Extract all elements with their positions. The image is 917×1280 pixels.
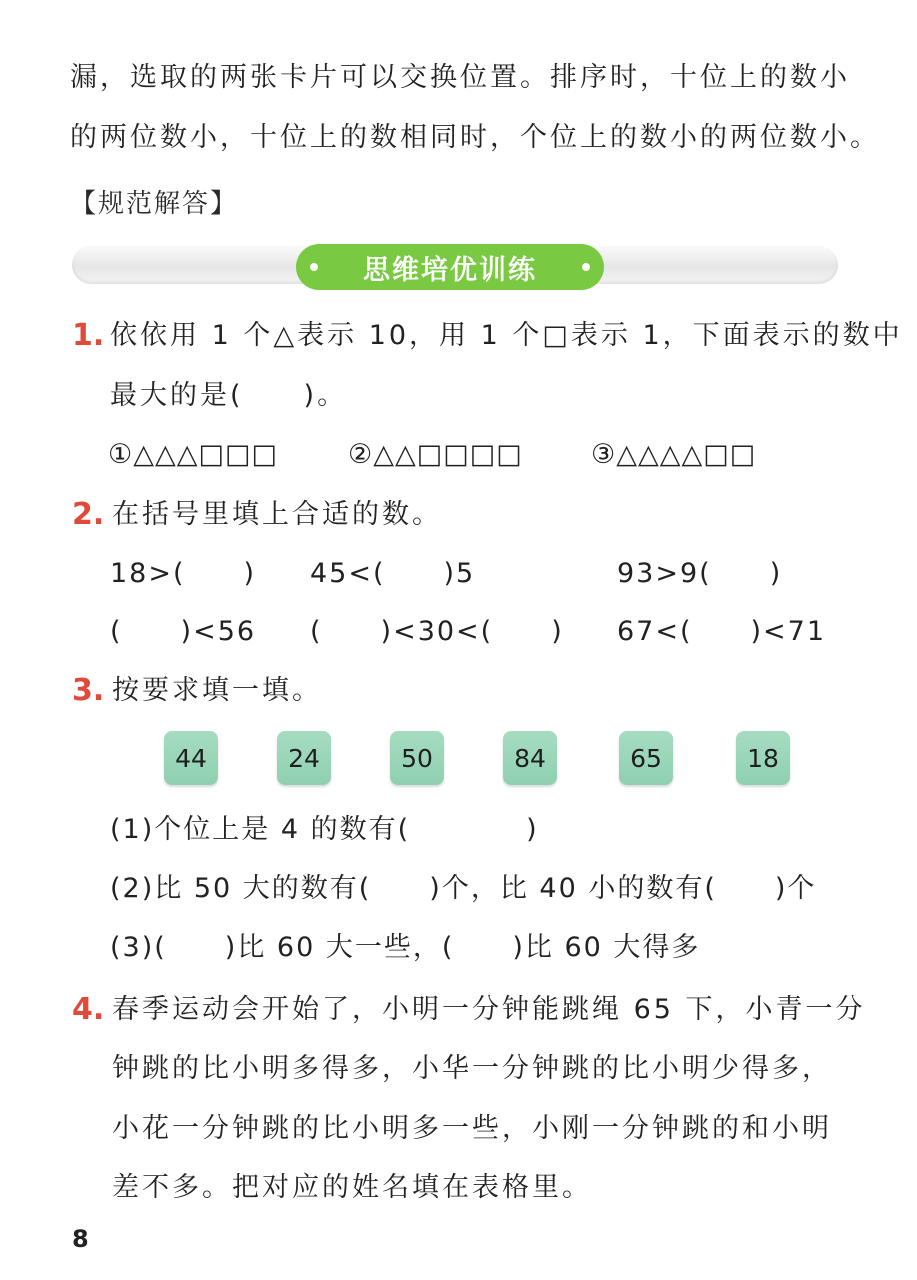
section-title: 【规范解答】	[70, 189, 239, 219]
page-number: 8	[72, 1225, 89, 1253]
number-card: 50	[390, 731, 444, 785]
q1-number: 1.	[72, 318, 105, 353]
q2-blank-5: ( )<30<( )	[310, 616, 564, 647]
q1-line-2: 最大的是( )。	[110, 380, 348, 411]
number-card: 84	[503, 731, 557, 785]
q4-line-3: 小花一分钟跳的比小明多一些，小刚一分钟跳的和小明	[112, 1113, 832, 1144]
q2-blank-3: 93>9( )	[617, 558, 783, 589]
q2-blank-6: 67<( )<71	[617, 616, 827, 647]
q2-text: 在括号里填上合适的数。	[112, 499, 442, 530]
q3-number: 3.	[72, 673, 105, 708]
q1-option-2: ②△△□□□□	[348, 439, 523, 470]
q1-option-3: ③△△△△□□	[591, 439, 757, 470]
q1-option-1: ①△△△□□□	[108, 439, 279, 470]
q4-number: 4.	[72, 992, 105, 1027]
q4-line-4: 差不多。把对应的姓名填在表格里。	[112, 1172, 592, 1203]
q3-sub-3: (3)( )比 60 大一些，( )比 60 大得多	[110, 932, 701, 963]
q2-blank-1: 18>( )	[110, 558, 257, 589]
banner-dot-left	[310, 263, 318, 271]
q3-text: 按要求填一填。	[112, 675, 322, 706]
q4-line-2: 钟跳的比小明多得多，小华一分钟跳的比小明少得多，	[112, 1053, 832, 1084]
banner-dot-right	[582, 263, 590, 271]
intro-line-2: 的两位数小，十位上的数相同时，个位上的数小的两位数小。	[70, 122, 880, 153]
q4-line-1: 春季运动会开始了，小明一分钟能跳绳 65 下，小青一分	[112, 994, 866, 1025]
number-card: 44	[164, 731, 218, 785]
q2-number: 2.	[72, 497, 105, 532]
intro-line-1: 漏，选取的两张卡片可以交换位置。排序时，十位上的数小	[70, 62, 850, 93]
q3-sub-1: (1)个位上是 4 的数有( )	[110, 814, 539, 845]
banner-title: 思维培优训练	[363, 254, 537, 286]
q2-blank-4: ( )<56	[110, 616, 257, 647]
number-card: 24	[277, 731, 331, 785]
number-card: 18	[736, 731, 790, 785]
banner-pill	[296, 244, 604, 290]
q2-blank-2: 45<( )5	[310, 558, 476, 589]
q3-sub-2: (2)比 50 大的数有( )个，比 40 小的数有( )个	[110, 873, 817, 904]
number-card: 65	[619, 731, 673, 785]
q1-line-1: 依依用 1 个△表示 10，用 1 个□表示 1，下面表示的数中	[110, 320, 903, 351]
